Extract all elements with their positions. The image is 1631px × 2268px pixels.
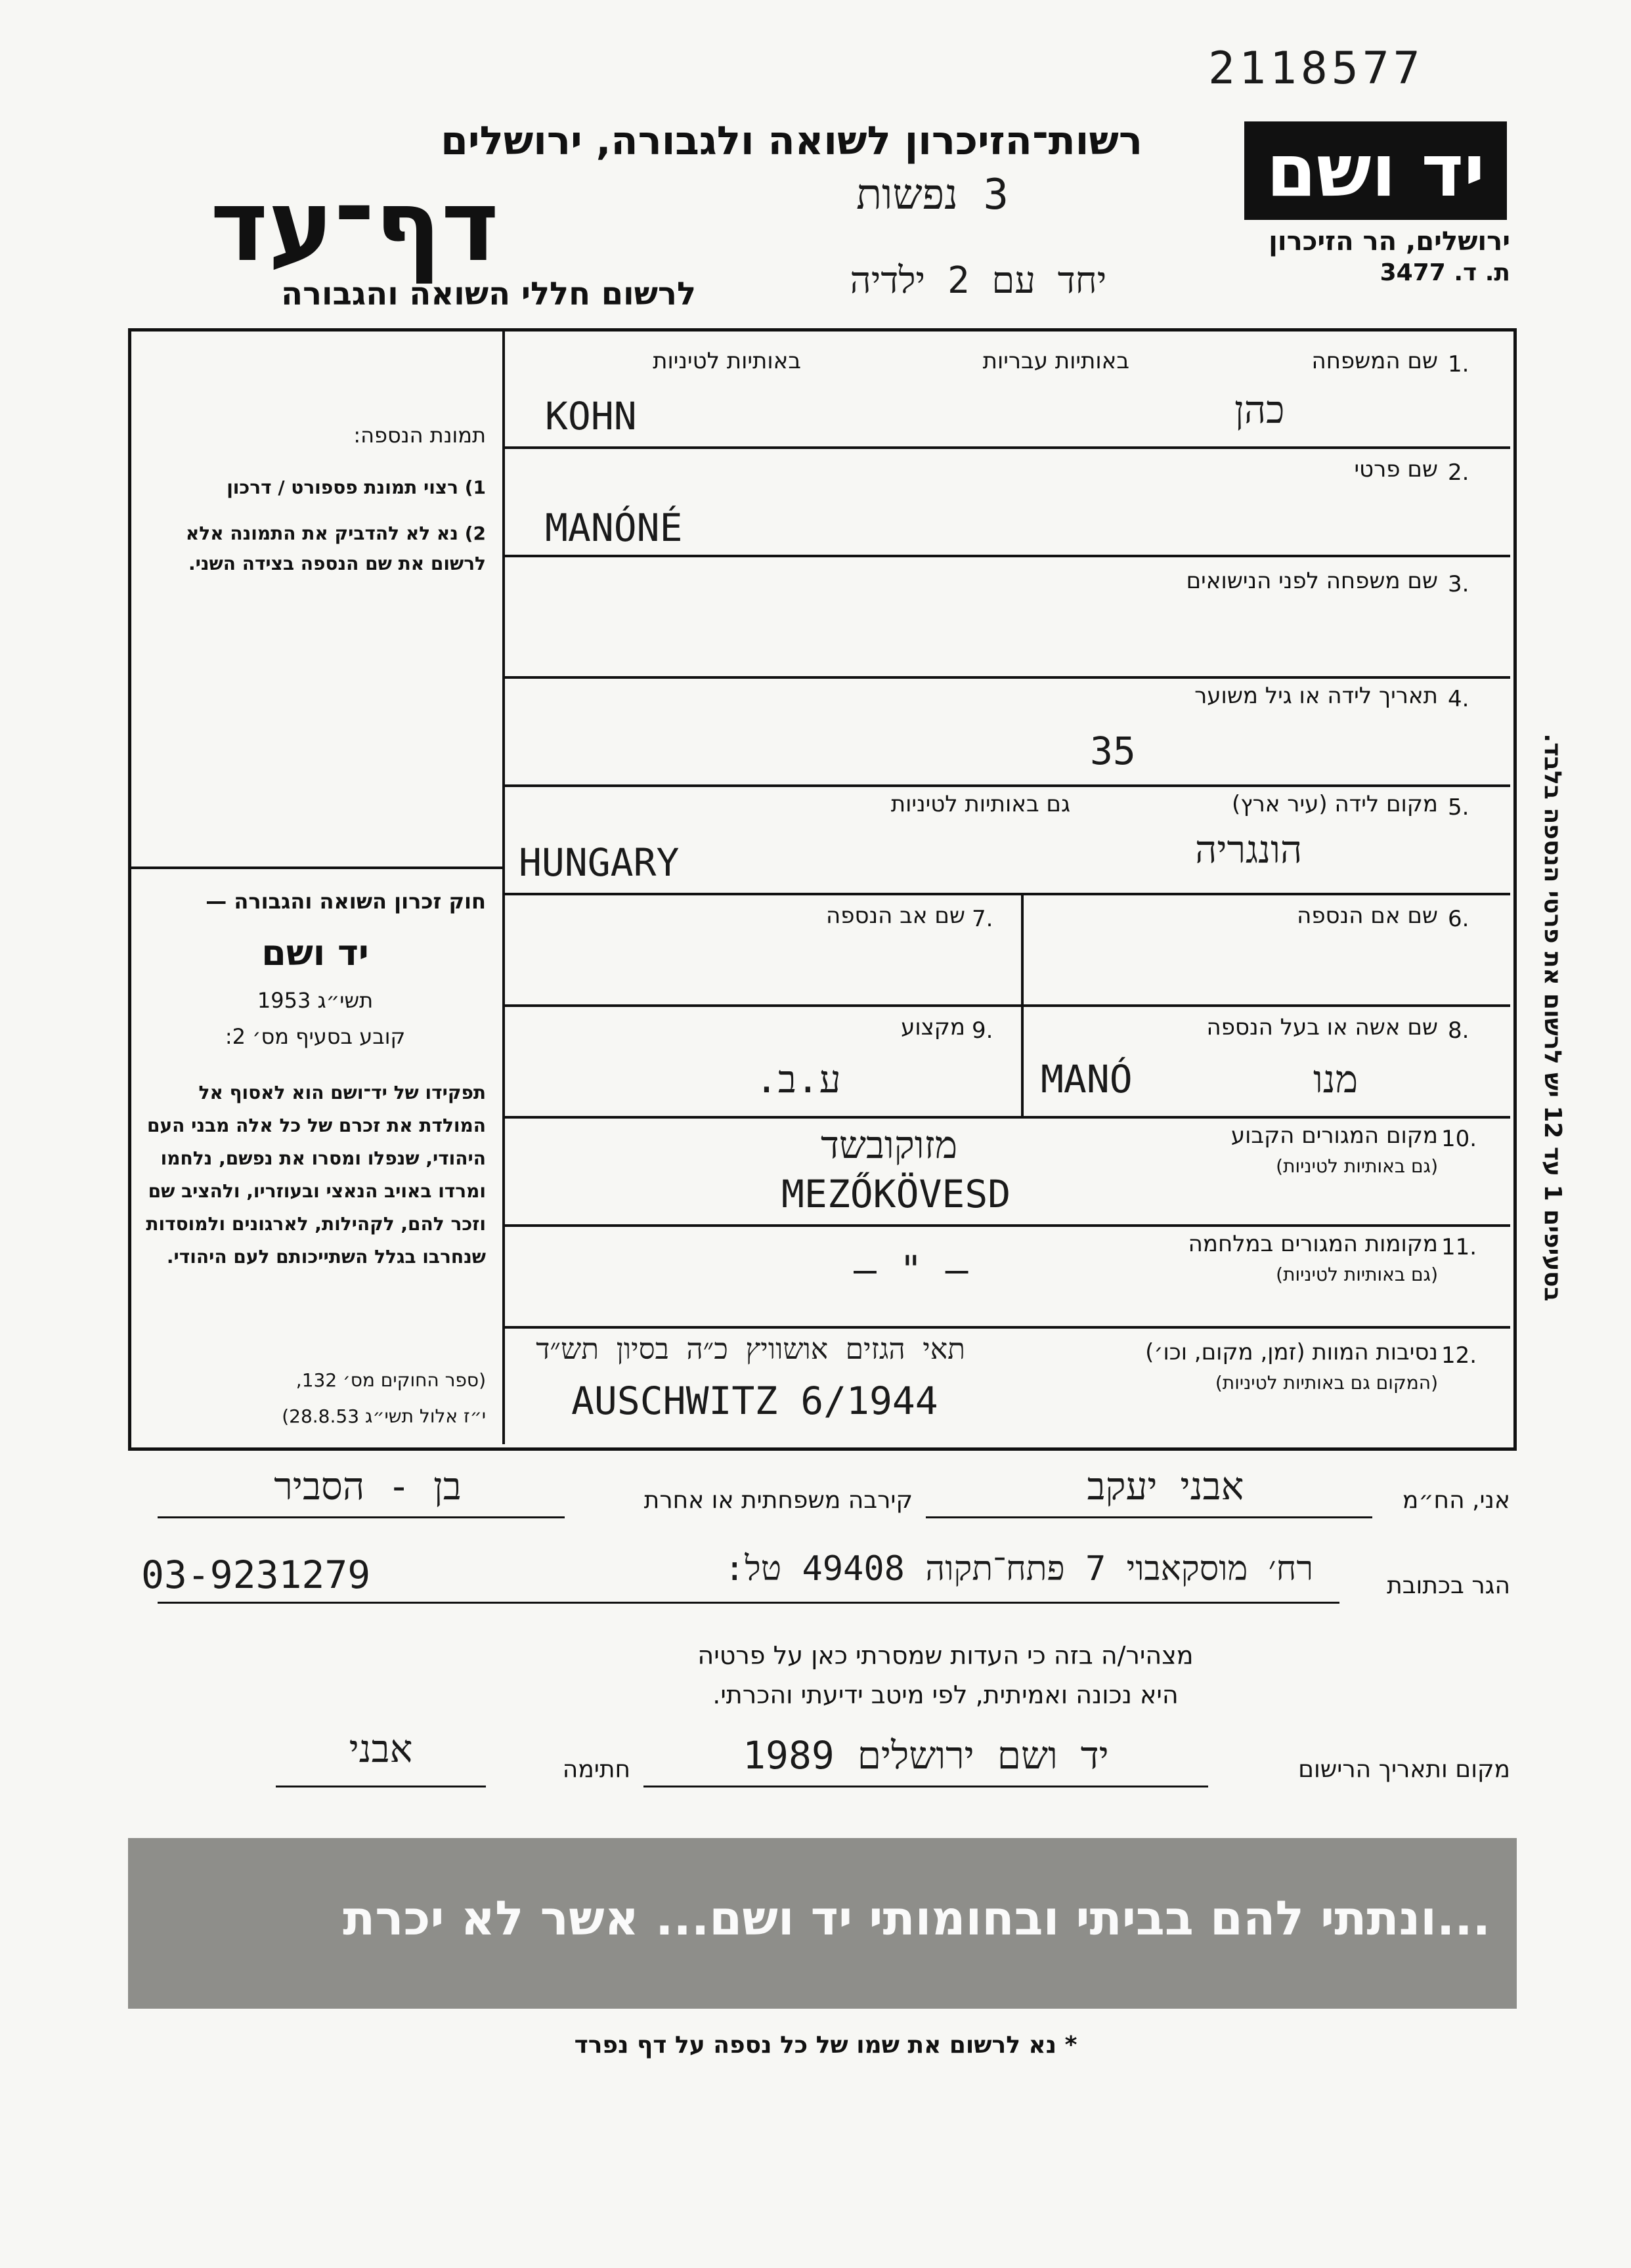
photo-panel-item2: 2) נא לא להדביק את התמונה אלא לרשום את שם הנספה בצידה השני. bbox=[185, 523, 486, 574]
field-4-value: 35 bbox=[1090, 729, 1136, 773]
field-4-number: 4. bbox=[1448, 686, 1469, 712]
law-body: תפקידו של יד־ושם הוא לאסוף אל המולדת את זכרם של כל אלה מבני העם היהודי, שנפלו ומסרו את נפשם, נלחמו ומרדו באויב הנאצי ובעוזריו, ולהציב שם וזכר להם, לקהילות, לארגונים ולמוסדות שנחרבו בגלל השתייכותם לעם היהודי. bbox=[146, 1082, 486, 1268]
field-12-value-latin: AUSCHWITZ 6/1944 bbox=[571, 1379, 938, 1423]
field-9-value: ע.ב. bbox=[755, 1057, 841, 1102]
field-12-sub: (המקום גם באותיות לטיניות) bbox=[1215, 1372, 1438, 1394]
place-date-value: יד ושם ירושלים 1989 bbox=[743, 1733, 1109, 1778]
field-2-number: 2. bbox=[1448, 460, 1469, 486]
law-year: תשי״ג 1953 bbox=[257, 988, 374, 1013]
authority-name: רשות־הזיכרון לשואה ולגבורה, ירושלים bbox=[441, 118, 1142, 164]
declarant-prefix: אני, הח״מ bbox=[1402, 1487, 1510, 1514]
field-10-sub: (גם באותיות לטיניות) bbox=[1276, 1155, 1438, 1177]
field-11-sub: (גם באותיות לטיניות) bbox=[1276, 1264, 1438, 1285]
field-2-value-latin: MANÓNÉ bbox=[545, 505, 683, 550]
form-title: דף־עד bbox=[210, 169, 499, 284]
law-clause: קובע בסעיף מס׳ 2: bbox=[225, 1024, 406, 1049]
field-11-number: 11. bbox=[1441, 1234, 1477, 1260]
field-5-label: מקום לידה (עיר ארץ) bbox=[1231, 791, 1438, 817]
field-1-col-latin: באותיות לטיניות bbox=[653, 348, 801, 374]
field-10-value-hebrew: מזוקובשד bbox=[821, 1123, 958, 1167]
logo-pobox: ת. ד. 3477 bbox=[1380, 259, 1510, 286]
field-10-value-latin: MEZŐKÖVESD bbox=[781, 1172, 1011, 1216]
relation-label: קירבה משפחתית או אחרת bbox=[643, 1487, 913, 1514]
law-source: (ספר החוקים מס׳ 132, bbox=[295, 1369, 486, 1391]
form-subtitle: לרשום חללי השואה והגבורה bbox=[281, 276, 696, 312]
signature-label: חתימה bbox=[562, 1756, 630, 1783]
yad-vashem-logo: יד ושם bbox=[1244, 121, 1507, 220]
law-date: י״ז אלול תשי״ג 28.8.53) bbox=[282, 1405, 486, 1427]
field-9-number: 9. bbox=[972, 1017, 993, 1044]
field-12-value-hebrew: תאי הגזים אושוויץ כ״ה בסיון תש״ד bbox=[536, 1333, 965, 1366]
banner-verse: ...ונתתי להם בביתי ובחומותי יד ושם... אשר לא יכרת bbox=[343, 1891, 1490, 1946]
side-note: בסעיפים 1 עד 12 יש לרשום את פרטי הנספה בלבד. bbox=[1539, 733, 1566, 1302]
place-date-label: מקום ותאריך הרישום bbox=[1298, 1756, 1510, 1783]
footnote: * נא לרשום את שמו של כל נספה על דף נפרד bbox=[574, 2032, 1077, 2059]
field-5-number: 5. bbox=[1448, 794, 1469, 821]
statement-line-2: היא נכונה ואמיתית, לפי מיטב ידיעתי והכרתי. bbox=[712, 1680, 1179, 1709]
logo-location: ירושלים, הר הזיכרון bbox=[1269, 226, 1510, 257]
field-3-label: שם משפחה לפני הנישואים bbox=[1186, 568, 1438, 594]
field-1-label: שם המשפחה bbox=[1311, 348, 1438, 374]
field-7-label: שם אב הנספה bbox=[826, 903, 965, 929]
field-8-value-latin: MANÓ bbox=[1041, 1057, 1133, 1102]
field-8-number: 8. bbox=[1448, 1017, 1469, 1044]
field-5-value-hebrew: הונגריה bbox=[1195, 827, 1303, 872]
field-8-label: שם אשה או בעל הנספה bbox=[1206, 1014, 1438, 1040]
handwritten-count: 3 נפשות bbox=[856, 171, 1009, 219]
field-1-value-hebrew: כהן bbox=[1234, 387, 1285, 432]
field-12-label: נסיבות המוות (זמן, מקום, וכו׳) bbox=[1145, 1339, 1438, 1365]
law-name: יד ושם bbox=[261, 932, 369, 974]
field-1-number: 1. bbox=[1448, 351, 1469, 377]
field-8-value-hebrew: מנו bbox=[1313, 1057, 1359, 1102]
field-6-label: שם אם הנספה bbox=[1297, 903, 1438, 929]
serial-number: 2118577 bbox=[1208, 43, 1424, 95]
field-5-col-latin: גם באותיות לטיניות bbox=[890, 791, 1070, 817]
field-5-value-latin: HUNGARY bbox=[519, 840, 680, 885]
field-10-label: מקום המגורים הקבוע bbox=[1230, 1123, 1438, 1149]
handwritten-note: יחד עם 2 ילדיה bbox=[850, 259, 1107, 302]
bottom-banner bbox=[128, 1838, 1517, 2009]
relation-value: בן - הסביר bbox=[274, 1464, 462, 1508]
field-7-number: 7. bbox=[972, 906, 993, 932]
statement-line-1: מצהיר/ה בזה כי העדות שמסרתי כאן על פרטיה bbox=[697, 1641, 1194, 1670]
field-1-value-latin: KOHN bbox=[545, 394, 637, 439]
field-12-number: 12. bbox=[1441, 1342, 1477, 1369]
field-11-value: — " — bbox=[854, 1247, 968, 1292]
phone-value: 03-9231279 bbox=[141, 1552, 371, 1597]
field-11-label: מקומות המגורים במלחמה bbox=[1188, 1231, 1438, 1257]
declarant-name: אבני יעקב bbox=[1087, 1464, 1244, 1508]
law-heading: חוק זכרון השואה והגבורה — bbox=[206, 889, 486, 914]
address-value: רח׳ מוסקאבוי 7 פתח־תקוה 49408 טל: bbox=[724, 1549, 1313, 1589]
field-6-number: 6. bbox=[1448, 906, 1469, 932]
field-9-label: מקצוע bbox=[901, 1014, 965, 1040]
field-2-label: שם פרטי bbox=[1354, 456, 1438, 482]
field-1-col-hebrew: באותיות עבריות bbox=[982, 348, 1129, 374]
field-4-label: תאריך לידה או גיל משוער bbox=[1194, 683, 1438, 709]
signature: אבני bbox=[349, 1726, 413, 1771]
photo-panel-item1: 1) רצוי תמונת פספורט / דרכון bbox=[227, 477, 486, 498]
field-10-number: 10. bbox=[1441, 1126, 1477, 1152]
field-3-number: 3. bbox=[1448, 571, 1469, 597]
photo-panel-title: תמונת הנספה: bbox=[353, 423, 486, 448]
address-label: הגר בכתובת bbox=[1387, 1572, 1510, 1599]
